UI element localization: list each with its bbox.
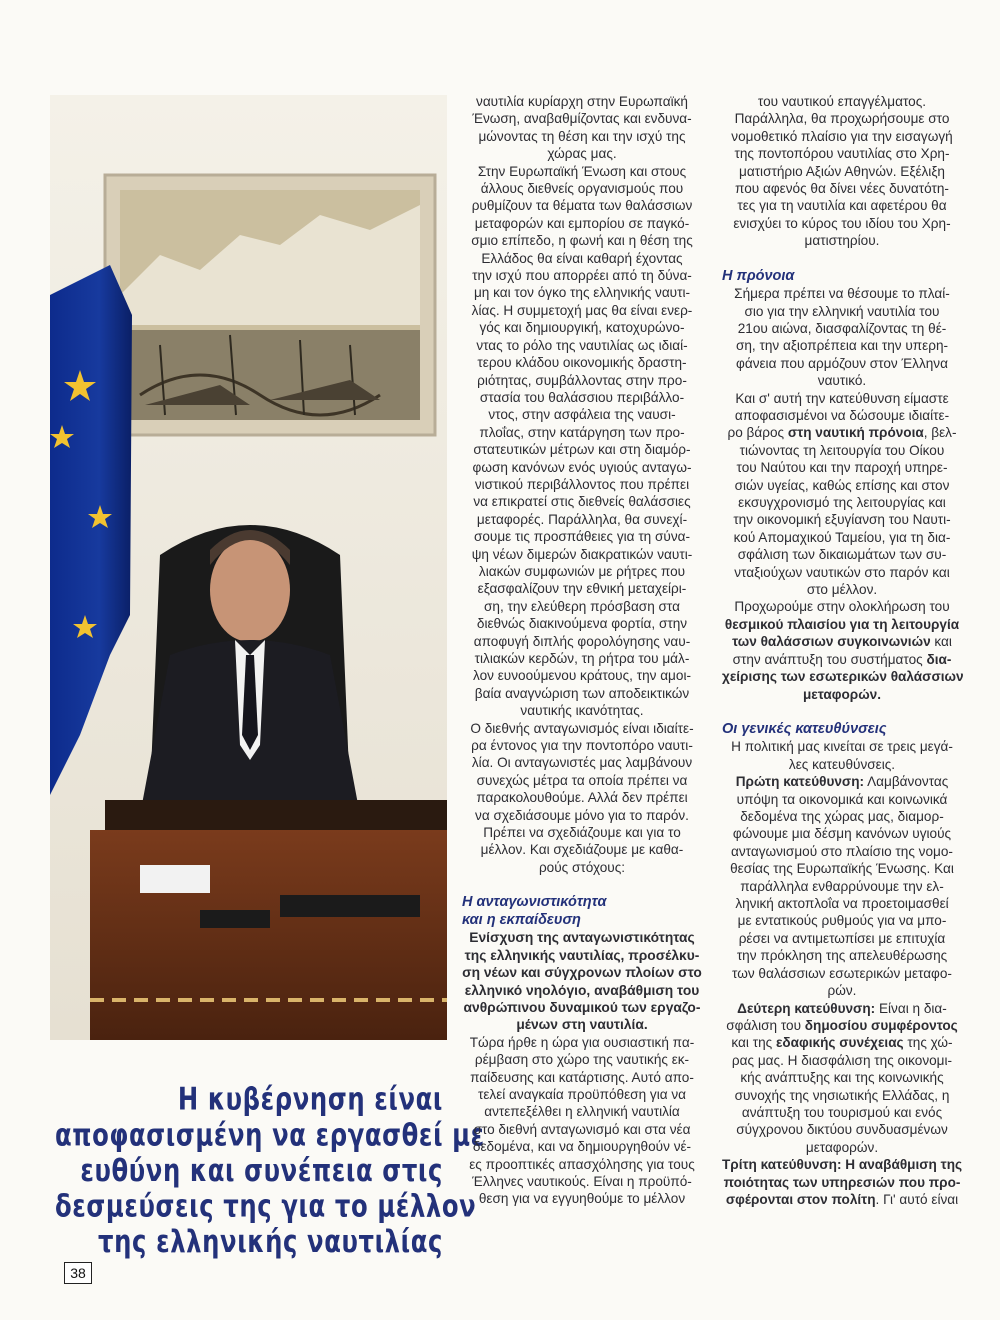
text-line: Προχωρούμε στην ολοκλήρωση του <box>734 599 950 615</box>
text-line: νταξιούχων ναυτικών στο παρόν και <box>734 564 950 580</box>
col2-intro <box>722 93 962 250</box>
text-line: αντεπεξέλθει η ελληνική ναυτιλία <box>484 1104 680 1120</box>
emphasis-span: δημοσίου συμφέροντος <box>804 1017 958 1033</box>
minister-photo <box>50 95 447 1040</box>
text-line: στο διεθνή ανταγωνισμό και στα νέα <box>473 1121 691 1137</box>
text-line: φώνουμε μια δέσμη κανόνων υγιούς <box>732 826 952 842</box>
text-line: λία. Οι ανταγωνιστές μας λαμβάνουν <box>471 755 693 771</box>
headline-line: αποφασισμένη να εργασθεί με <box>55 1117 485 1154</box>
emphasis-span: εδαφικής συνέχειας <box>775 1035 904 1051</box>
text-line: Σήμερα πρέπει να θέσουμε το πλαί- <box>734 286 950 302</box>
text-line: σμιο επίπεδο, η φωνή και η θέση της <box>471 233 693 249</box>
text-line: ρούς στόχους: <box>538 859 626 875</box>
text-line: μέλλον. Και σχεδιάζουμε με καθα- <box>480 842 684 858</box>
text-line: ληνική ακτοπλοΐα να προετοιμασθεί <box>735 896 949 912</box>
text-line: αποφασισμένοι να δώσουμε ιδιαίτε- <box>734 408 950 423</box>
text-line: που αφενός θα δίνει νέες δυνατότη- <box>735 181 949 197</box>
text-line: γός και δημιουργική, κατοχυρώνο- <box>479 320 685 336</box>
col2-p1 <box>722 285 962 389</box>
text-line <box>722 1034 962 1051</box>
section-heading-welfare: Η πρόνοια <box>722 267 795 284</box>
text-line: εκσυγχρονισμό της λειτουργίας και <box>738 495 946 511</box>
text-line: δεδομένα, και να δημιουργηθούν νέ- <box>472 1139 692 1155</box>
text-span: Λαμβάνοντας <box>864 774 949 790</box>
text-line: ση, την αξιοπρέπεια και την υπερη- <box>735 338 949 354</box>
text-line: εξασφαλίζουν την εθνική μεταχείρι- <box>477 581 687 597</box>
text-line: λιακών συμφωνιών με ρήτρες που <box>478 563 686 579</box>
text-line: θεσίας της Ευρωπαϊκής Ένωσης. Και <box>730 861 954 877</box>
section-heading-competitiveness: Η ανταγωνιστικότητα <box>462 894 607 911</box>
text-line: της ελληνικής ναυτιλίας, προσέλκυ- <box>464 947 700 963</box>
text-line: βαία αναγνώριση των αποδεικτικών <box>474 685 690 701</box>
text-line: ναυτιλία κυρίαρχη στην Ευρωπαϊκή <box>476 94 688 109</box>
text-line: μώνοντας τη θέση και την ισχύ της <box>478 128 686 144</box>
text-line: ση νέων και σύγχρονων πλοίων στο <box>462 965 702 981</box>
emphasis-line: θεσμικού πλαισίου για τη λειτουργία <box>724 616 960 632</box>
text-span: της χώ- <box>903 1035 953 1051</box>
text-line: Πρέπει να σχεδιάζουμε και για το <box>483 825 681 841</box>
spacer <box>722 250 962 268</box>
article-column-2 <box>722 93 962 1208</box>
text-line: άλλους διεθνείς οργανισμούς που <box>480 181 684 197</box>
text-line: παρακολουθούμε. Αλλά δεν πρέπει <box>476 790 688 806</box>
text-line: φάνεια που αρμόζουν στον Έλληνα <box>736 355 948 371</box>
emphasis-line: μεταφορών. <box>802 686 882 702</box>
text-line: ναυτικό. <box>817 373 867 389</box>
emphasis-span: δια- <box>926 651 952 667</box>
text-line: αποφυγή διπλής φορολόγησης ναυ- <box>473 633 691 649</box>
col1-intro <box>462 93 702 876</box>
text-line: ρυθμίζουν τα θέματα των θαλάσσιων <box>471 198 693 214</box>
direction-label: Δεύτερη κατεύθυνση: <box>737 1000 876 1016</box>
direction-label: Τρίτη κατεύθυνση: <box>722 1157 842 1173</box>
text-line: ελληνικό νηολόγιο, αναβάθμιση του <box>464 982 700 998</box>
headline-line: δεσμεύσεις της για το μέλλον <box>55 1188 477 1225</box>
text-line: ριότητας, συμβάλλοντας στην προ- <box>477 372 687 388</box>
text-line: ανταγωνισμού στο πλαίσιο της νομο- <box>731 843 953 859</box>
text-line: τερου κλάδου οικονομικής δραστη- <box>477 355 687 371</box>
text-line: μεταφορές. Παράλληλα, θα συνεχί- <box>476 511 688 527</box>
col2-p4 <box>722 738 962 773</box>
text-span: ρο βάρος <box>727 425 788 441</box>
text-line: την οικονομική εξυγίανση του Ναυτι- <box>733 512 951 528</box>
text-line: λίας. Η συμμετοχή μας θα είναι ενερ- <box>471 302 693 318</box>
text-line: να επικρατεί στις διεθνείς θαλάσσιες <box>473 494 691 510</box>
text-line: διεθνώς διακινούμενα φορτία, στην <box>476 616 688 632</box>
text-line: στατευτικών μέτρων και στη διαμόρ- <box>473 442 691 458</box>
text-line: την πρόκληση της απελευθέρωσης <box>736 948 948 964</box>
text-line <box>722 773 962 790</box>
text-line: ρα έντονος για την ποντοπόρο ναυτι- <box>471 738 693 754</box>
text-line: πλοΐας, στην κατάργηση των προ- <box>479 424 685 440</box>
text-line: θεση για να εγγυηθούμε το μέλλον <box>478 1191 686 1207</box>
text-line: συνεχώς μέτρα τα οποία πρέπει να <box>476 772 688 788</box>
text-line: παίδευσης και κατάρτισης. Αυτό απο- <box>470 1069 694 1085</box>
col2-p2c <box>722 442 962 599</box>
section-heading-competitiveness: και η εκπαίδευση <box>462 911 581 928</box>
emphasis-span: στη ναυτική πρόνοια <box>787 425 924 441</box>
text-line: κής ανάπτυξης και της κοινωνικής <box>740 1070 944 1086</box>
text-line <box>722 633 962 650</box>
text-line: στασία του θαλάσσιου περιβάλλο- <box>479 389 685 405</box>
col2-p5 <box>722 791 962 1000</box>
text-line: τιλιακών κερδών, τη ρήτρα του μάλ- <box>474 651 690 666</box>
direction-label: Πρώτη κατεύθυνση: <box>735 774 865 790</box>
headline-line: της ελληνικής ναυτιλίας <box>98 1224 443 1261</box>
text-line: κού Απομαχικού Ταμείου, για τη δια- <box>733 529 951 545</box>
text-line: ρέμβαση στο χώρο της ναυτικής εκ- <box>474 1052 690 1068</box>
emphasis-span: σφέρονται στον πολίτη <box>725 1191 876 1207</box>
text-line: του ναυτικού επαγγέλματος. <box>757 94 927 109</box>
text-line: συνοχής της νησιωτικής Ελλάδας, η <box>734 1087 950 1103</box>
text-span: και της <box>731 1035 776 1051</box>
text-line: δεδομένα της χώρας μας, διαμορ- <box>740 809 944 825</box>
text-line <box>722 1017 962 1034</box>
text-line: ανάπτυξη του τουρισμού και ενός <box>741 1104 943 1120</box>
col1-lead <box>462 929 702 1033</box>
article-column-1 <box>462 93 702 1208</box>
text-line: ντος, στην ασφάλεια της ναυσι- <box>488 407 676 423</box>
text-line: λον ευνοούμενου κράτους, την αμοι- <box>473 668 691 684</box>
text-span: , βελ- <box>923 425 957 441</box>
text-line: ες προοπτικές απασχόλησης για τους <box>469 1156 695 1172</box>
text-line <box>722 651 962 668</box>
text-line <box>722 1156 962 1173</box>
text-line: να σχεδιάσουμε μόνο για το παρόν. <box>475 807 689 823</box>
text-line: Ελλάδος θα είναι καθαρή έχοντας <box>481 250 683 266</box>
text-line: σφάλιση των δικαιωμάτων των συ- <box>737 547 947 563</box>
text-line: Ένωση, αναβαθμίζοντας και ενδυνα- <box>472 111 692 127</box>
text-line: μεταφορών και εμπορίου σε παγκό- <box>474 215 690 231</box>
col2-p2a <box>722 390 962 425</box>
page-number: 38 <box>64 1262 92 1284</box>
col2-p6c <box>722 1052 962 1156</box>
text-line: χώρας μας. <box>547 146 617 162</box>
spacer <box>722 703 962 721</box>
spacer <box>462 876 702 894</box>
text-line <box>722 1191 962 1208</box>
text-line: σιο για την ελληνική ναυτιλία του <box>744 303 940 319</box>
text-line <box>722 424 962 441</box>
text-line: φωση κανόνων ενός υγιούς ανταγω- <box>472 459 692 475</box>
text-line: τελεί αναγκαία προϋπόθεση για να <box>477 1086 687 1102</box>
text-line: ρών. <box>827 983 857 999</box>
text-line: σουμε τις προσπάθειες για τη σύνα- <box>473 529 691 545</box>
text-line: μένων στη ναυτιλία. <box>516 1017 648 1033</box>
emphasis-span: Η αναβάθμιση της <box>841 1157 963 1173</box>
text-span: . Γι' αυτό είναι <box>875 1191 959 1207</box>
text-line: Και σ' αυτή την κατεύθυνση είμαστε <box>735 390 949 406</box>
text-line: σύγχρονου δικτύου συνδυασμένων <box>736 1122 948 1138</box>
headline-line: Η κυβέρνηση είναι <box>177 1082 443 1118</box>
text-line: μη και τον όγκο της ελληνικής ναυτι- <box>473 285 691 301</box>
text-line: ανθρώπινου δυναμικού των εργαζο- <box>463 999 701 1015</box>
text-line: με εντατικούς ρυθμούς για να μπο- <box>737 913 947 929</box>
text-line: Ο διεθνής ανταγωνισμός είναι ιδιαίτε- <box>470 720 694 736</box>
text-line <box>722 1000 962 1017</box>
text-line: ματιστηρίου. <box>804 233 880 249</box>
text-line: τες για τη ναυτιλία και αφετέρου θα <box>737 198 947 214</box>
text-line: την ισχύ που απορρέει από τη δύνα- <box>472 268 692 284</box>
text-line: σιών υγείας, καθώς επίσης και στον <box>734 477 950 493</box>
emphasis-line: ποιότητας των υπηρεσιών που προ- <box>723 1174 961 1190</box>
text-line: ντας το ρόλο της ναυτιλίας ως ιδιαί- <box>476 337 688 353</box>
text-line: Έλληνες ναυτικούς. Είναι η προϋπό- <box>472 1173 692 1189</box>
emphasis-line: χείρισης των εσωτερικών θαλάσσιων <box>722 669 964 685</box>
text-line: των θαλάσσιων εσωτερικών μεταφο- <box>732 965 952 981</box>
text-span: και <box>930 634 952 650</box>
text-span: στην ανάπτυξη του συστήματος <box>732 651 927 667</box>
text-line: ρέσει να αντιμετωπίσει με επιτυχία <box>738 930 946 946</box>
text-line: μεταφορών. <box>805 1139 879 1155</box>
office-portrait-illustration <box>50 95 447 1040</box>
text-line: νιστικού περιβάλλοντος που πρέπει <box>474 476 690 492</box>
text-line: ναυτικής ικανότητας. <box>520 703 644 719</box>
pull-quote-headline <box>55 1082 485 1261</box>
col1-body <box>462 1034 702 1208</box>
text-line: υπόψη τα οικονομικά και κοινωνικά <box>736 791 948 807</box>
text-line: Τώρα ήρθε η ώρα για ουσιαστική πα- <box>469 1034 695 1050</box>
emphasis-span: των θαλάσσιων συγκοινωνιών <box>732 634 931 650</box>
section-heading-general-directions: Οι γενικές κατευθύνσεις <box>722 720 887 737</box>
text-line: ση, την ελεύθερη πρόσβαση στα <box>484 598 680 614</box>
text-line: ψη νέων διμερών διακρατικών ναυτι- <box>471 546 693 562</box>
text-line: παράλληλα ενθαρρύνουμε την ελ- <box>740 878 944 894</box>
text-line: Ενίσχυση της ανταγωνιστικότητας <box>469 930 695 946</box>
text-span: Είναι η δια- <box>875 1000 947 1016</box>
text-line: Στην Ευρωπαϊκή Ένωση και στους <box>477 163 687 179</box>
text-line: ματιστήριο Αξιών Αθηνών. Εξέλιξη <box>739 163 945 179</box>
text-line: της ποντοπόρου ναυτιλίας στο Χρη- <box>734 146 950 162</box>
text-line: στο μέλλον. <box>806 582 878 598</box>
text-span: σφάλιση του <box>726 1017 805 1033</box>
text-line: τιώνοντας τη λειτουργία του Οίκου <box>739 442 945 458</box>
text-line: Παράλληλα, θα προχωρήσουμε στο <box>734 111 950 127</box>
text-line: του Ναύτου και την παροχή υπηρε- <box>736 460 948 476</box>
text-line: ρας μας. Η διασφάλιση της οικονομι- <box>731 1052 953 1068</box>
text-line: λες κατευθύνσεις. <box>788 756 896 772</box>
text-line: 21ου αιώνα, διασφαλίζοντας τη θέ- <box>737 320 947 336</box>
text-line: νομοθετικό πλαίσιο για την εισαγωγή <box>731 128 953 144</box>
text-line: Η πολιτική μας κινείται σε τρεις μεγά- <box>731 739 953 755</box>
headline-line: ευθύνη και συνέπεια στις <box>80 1153 443 1189</box>
text-line: ενισχύει το κύρος του ιδίου του Χρη- <box>733 215 951 231</box>
